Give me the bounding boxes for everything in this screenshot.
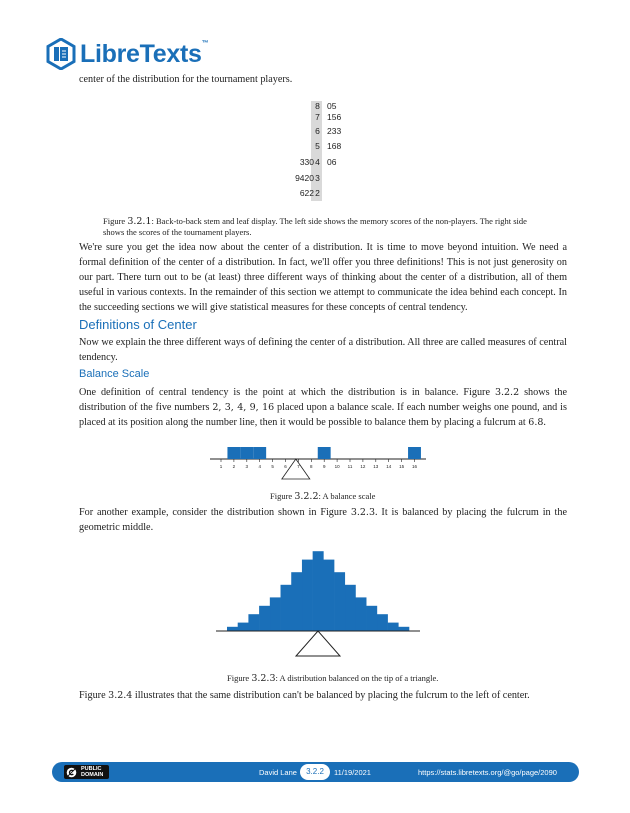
stem-row [278,126,358,137]
distribution-bar [388,623,399,631]
stem-value: 6 [315,126,320,136]
distribution-bar [291,572,302,631]
tick-label: 15 [399,464,405,469]
distribution-bar [366,606,377,631]
distribution-bar [323,560,334,631]
libretexts-logo-icon [46,38,76,70]
tick-label: 8 [310,464,313,469]
tick-label: 14 [386,464,392,469]
libretexts-logo[interactable] [46,38,208,70]
distribution-bar [238,623,249,631]
footer-date: 11/19/2021 [334,768,371,777]
logo-wordmark: LibreTexts™ [80,39,209,68]
distribution-bar [248,614,259,631]
tick-label: 9 [322,464,326,469]
distribution-bar [377,614,388,631]
badge-line-2: DOMAIN [81,772,104,778]
distribution-bar [227,627,238,631]
figure-reference[interactable]: 3.2.2 [494,387,520,398]
distribution-bar [281,585,292,631]
tick-label: 6 [284,464,287,469]
public-domain-icon [66,767,77,778]
fulcrum-triangle [296,631,340,656]
right-leaves: 06 [327,157,337,167]
subsection-heading-balance-scale: Balance Scale [79,368,150,380]
footer-author: David Lane [259,768,297,777]
paragraph-center-intro: We're sure you get the idea now about the center of a distribution. It is time to move beyond intuition. We need a formal definition of the center of a distribution. In fact, we'll offer you three definitions! This is not just generosity on our part. There turn out to be (at least) three different ways of thinking about the center of a distribution, all of them useful in various contexts. In the remainder of this section we attempt to communicate the idea behind each concept. In the succeeding sections we will give statistical measures for these concepts of central tendency. [79,242,567,313]
figure-number: 3.2.1 [127,216,152,227]
tick-label: 13 [373,464,379,469]
tick-label: 2 [232,464,236,469]
figure-caption-1: Figure 3.2.1: Back-to-back stem and leaf display. The left side shows the memory scores of the non-players. The right side shows the scores of the tournament players. [103,216,527,237]
figure-caption-3: Figure 3.2.3: A distribution balanced on the tip of a triangle. [227,673,439,684]
distribution-bar [302,560,313,631]
right-leaves: 233 [327,126,342,136]
balanced-distribution-chart [216,548,420,660]
stem-value: 8 [315,101,320,111]
figure-number: 3.2.2 [294,491,319,502]
stem-value: 4 [315,157,320,167]
footer-url[interactable]: https://stats.libretexts.org/@go/page/2090 [418,768,557,777]
right-leaves: 156 [327,112,342,122]
page-number: 3.2.2 [300,764,330,780]
weight-block [240,447,253,459]
tick-label: 12 [360,464,366,469]
tick-label: 7 [297,464,300,469]
right-leaves: 168 [327,141,342,151]
intro-text: center of the distribution for the tournament players. [79,74,293,85]
stem-value: 2 [315,188,320,198]
distribution-bar [259,606,270,631]
page-footer [52,762,579,782]
section-heading-definitions: Definitions of Center [79,317,197,332]
tick-label: 11 [347,464,353,469]
figure-reference[interactable]: 3.2.4 [108,690,133,701]
figure-reference[interactable]: 3.2.3 [350,507,375,518]
paragraph-another-example: For another example, consider the distribution shown in Figure 3.2.3. It is balanced by placing the fulcrum in the geometric middle. [79,507,567,533]
public-domain-badge[interactable] [64,765,109,779]
tick-label: 10 [334,464,340,469]
weight-block [408,447,421,459]
stem-value: 5 [315,141,320,151]
tick-label: 5 [271,464,274,469]
left-leaves: 9420 [295,173,314,183]
badge-line-1: PUBLIC [81,766,102,772]
tick-label: 4 [258,464,261,469]
weight-block [227,447,240,459]
stem-row [278,188,358,199]
weight-block [318,447,331,459]
fulcrum-triangle [282,459,310,479]
distribution-bar [345,585,356,631]
figure-caption-2: Figure 3.2.2: A balance scale [270,491,376,502]
paragraph-definitions: Now we explain the three different ways of defining the center of a distribution. All three are called measures of central tendency. [79,337,567,363]
stem-row [278,101,358,112]
tick-label: 3 [245,464,249,469]
left-leaves: 330 [299,157,314,167]
left-leaves: 622 [299,188,314,198]
paragraph-figure-reference: Figure 3.2.4 illustrates that the same distribution can't be balanced by placing the fulcrum to the left of center. [79,690,530,701]
weight-block [253,447,266,459]
balance-scale-chart [210,442,426,482]
paragraph-balance-scale: One definition of central tendency is the point at which the distribution is in balance. Figure 3.2.2 shows the distribution of the five numbers 2, 3, 4, 9, 16 placed upon a balance scale. If each number weighs one pound, and is placed at its position along the number line, then it would be possible to balance them by placing a fulcrum at 6.8. [79,387,567,428]
distribution-bar [355,597,366,631]
stem-row [278,157,358,168]
distribution-bar [334,572,345,631]
distribution-bar [270,597,281,631]
figure-number: 3.2.3 [251,673,276,684]
stem-row [278,173,358,184]
stem-value: 7 [315,112,320,122]
distribution-bar [398,627,409,631]
stem-value: 3 [315,173,320,183]
right-leaves: 05 [327,101,337,111]
stem-row [278,112,358,123]
distribution-bar [313,551,324,631]
tick-label: 16 [411,464,418,469]
stem-row [278,141,358,152]
tick-label: 1 [219,464,223,469]
